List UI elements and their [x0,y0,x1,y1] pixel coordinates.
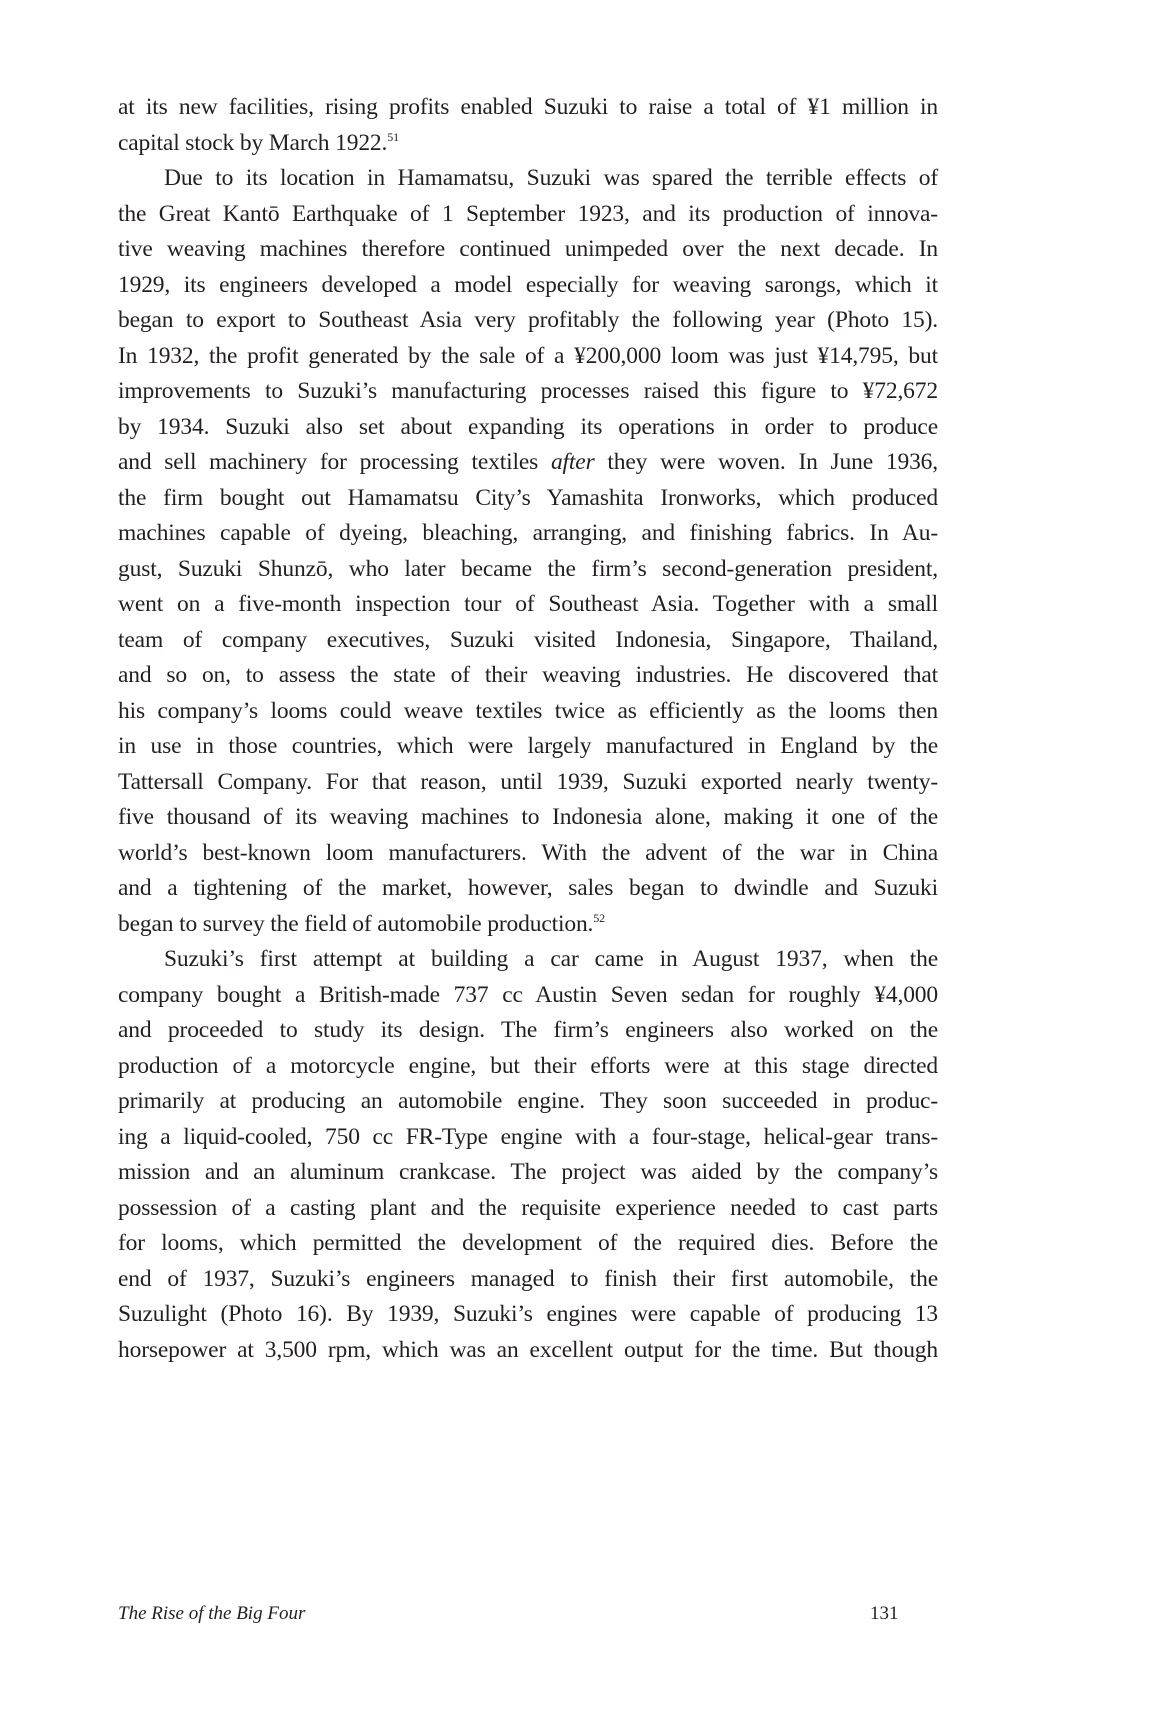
footnote-marker[interactable]: 51 [387,129,399,144]
text-line: Due to its location in Hamamatsu, Suzuki was spared the terrible effects of [164,165,938,191]
text-line: gust, Suzuki Shunzō, who later became the firm’s second-generation president, [118,555,938,582]
text-line: production of a motorcycle engine, but their efforts were at this stage directed [118,1052,938,1079]
text-line: and sell machinery for processing textiles after they were woven. In June 1936, [118,449,938,475]
text-line: Suzulight (Photo 16). By 1939, Suzuki’s engines were capable of producing 13 [118,1301,938,1327]
page-body [118,90,938,1368]
text-line: by 1934. Suzuki also set about expanding its operations in order to produce [118,413,938,440]
text-line: the Great Kantō Earthquake of 1 September 1923, and its production of innova- [118,200,938,227]
text-line: and so on, to assess the state of their weaving industries. He discovered that [118,662,938,688]
paragraph [118,90,938,161]
text-line: In 1932, the profit generated by the sale of a ¥200,000 loom was just ¥14,795, but [118,342,938,369]
text-line: end of 1937, Suzuki’s engineers managed to finish their first automobile, the [118,1265,938,1292]
text-line: primarily at producing an automobile engine. They soon succeeded in produc- [118,1088,938,1114]
text-line: began to export to Southeast Asia very profitably the following year (Photo 15). [118,307,938,333]
text-line: in use in those countries, which were largely manufactured in England by the [118,733,938,759]
text-line: mission and an aluminum crankcase. The project was aided by the company’s [118,1159,938,1185]
text-line: went on a five-month inspection tour of Southeast Asia. Together with a small [118,591,938,617]
text-line: capital stock by March 1922.51 [118,129,399,156]
footnote-marker[interactable]: 52 [593,910,605,925]
running-head: The Rise of the Big Four [118,1603,306,1624]
text-line: world’s best-known loom manufacturers. With the advent of the war in China [118,839,938,866]
emphasis: after [550,449,595,475]
paragraph [118,161,938,942]
text-line: possession of a casting plant and the requisite experience needed to cast parts [118,1194,938,1221]
text-line: improvements to Suzuki’s manufacturing processes raised this figure to ¥72,672 [118,378,938,404]
page-footer [118,1599,938,1629]
text-line: machines capable of dyeing, bleaching, arranging, and finishing fabrics. In Au- [118,520,938,546]
text-line: company bought a British-made 737 cc Austin Seven sedan for roughly ¥4,000 [118,981,938,1008]
paragraph [118,942,938,1368]
text-line: the firm bought out Hamamatsu City’s Yamashita Ironworks, which produced [118,484,938,511]
text-line: ing a liquid-cooled, 750 cc FR-Type engine with a four-stage, helical-gear trans- [118,1123,938,1150]
text-line: 1929, its engineers developed a model especially for weaving sarongs, which it [118,271,938,298]
page-number: 131 [870,1603,899,1624]
text-line: began to survey the field of automobile production.$^{52}$ [118,910,605,937]
text-line: his company’s looms could weave textiles twice as efficiently as the looms then [118,697,938,724]
text-line: and a tightening of the market, however, sales began to dwindle and Suzuki [118,875,938,901]
text-line: Tattersall Company. For that reason, until 1939, Suzuki exported nearly twenty- [118,768,938,795]
text-line: and proceeded to study its design. The firm’s engineers also worked on the [118,1017,938,1043]
text-line: team of company executives, Suzuki visited Indonesia, Singapore, Thailand, [118,626,938,653]
text-line: tive weaving machines therefore continued unimpeded over the next decade. In [118,236,938,262]
text-line: Suzuki’s first attempt at building a car came in August 1937, when the [164,946,938,972]
text-line: horsepower at 3,500 rpm, which was an excellent output for the time. But though [118,1336,938,1363]
text-line: for looms, which permitted the development of the required dies. Before the [118,1230,938,1256]
text-line: at its new facilities, rising profits enabled Suzuki to raise a total of ¥1 million in [118,94,938,120]
text-line: five thousand of its weaving machines to Indonesia alone, making it one of the [118,804,938,830]
